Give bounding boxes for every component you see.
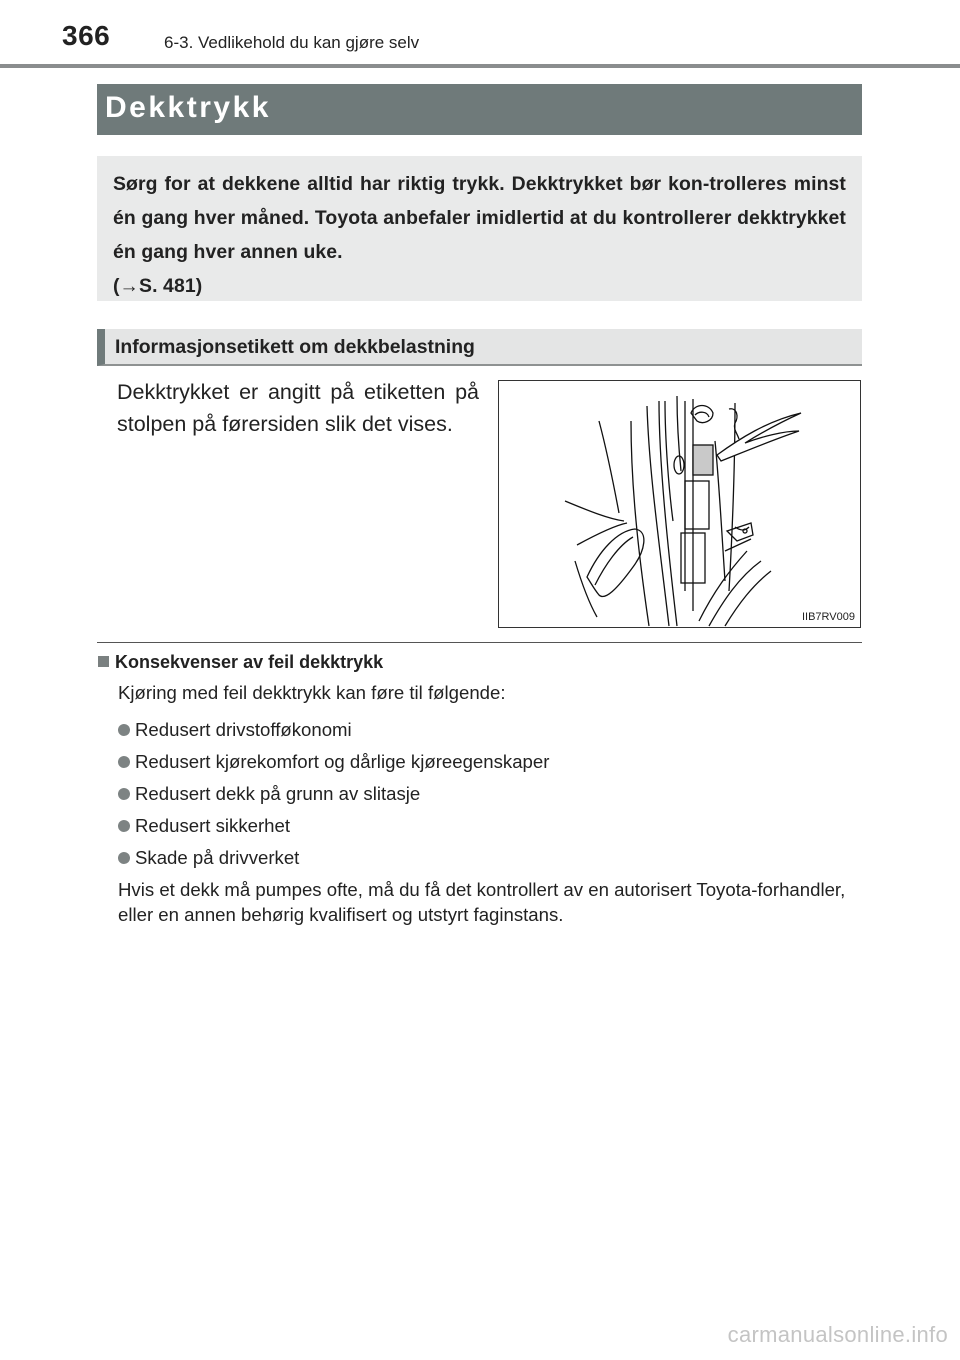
figure-tire-label-location bbox=[498, 380, 861, 628]
consequences-intro: Kjøring med feil dekktrykk kan føre til følgende: bbox=[118, 682, 506, 703]
figure-code: IIB7RV009 bbox=[801, 611, 855, 623]
list-item bbox=[118, 810, 858, 842]
bullet-dot-icon bbox=[118, 852, 130, 864]
subsection-heading: Informasjonsetikett om dekkbelastning bbox=[115, 336, 475, 358]
consequences-list bbox=[118, 714, 858, 874]
consequences-section bbox=[98, 652, 858, 927]
list-item bbox=[118, 842, 858, 874]
list-item-text: Redusert kjørekomfort og dårlige kjøreegenskaper bbox=[135, 751, 550, 772]
bullet-dot-icon bbox=[118, 756, 130, 768]
list-item-text: Redusert dekk på grunn av slitasje bbox=[135, 783, 421, 804]
list-item-text: Redusert drivstofføkonomi bbox=[135, 719, 352, 740]
title-bar bbox=[97, 84, 862, 135]
subsection-heading-bar bbox=[97, 329, 862, 366]
door-pillar-illustration bbox=[499, 381, 862, 629]
chapter-title: 6-3. Vedlikehold du kan gjøre selv bbox=[164, 33, 420, 52]
page-title: Dekktrykk bbox=[105, 91, 271, 124]
label-description: Dekktrykket er angitt på etiketten på stolpen på førersiden slik det vises. bbox=[117, 380, 479, 436]
consequences-closing: Hvis et dekk må pumpes ofte, må du få det kontrollert av en autorisert Toyota-forhandler, eller en annen behørig kvalifisert og utstyrt faginstans. bbox=[118, 879, 846, 925]
intro-text: Sørg for at dekkene alltid har riktig trykk. Dekktrykket bør kon-trolleres minst én gang hver måned. Toyota anbefaler imidlertid at du kontrollerer dekktrykket én gang hver annen uke. bbox=[113, 173, 846, 263]
list-item bbox=[118, 714, 858, 746]
header-rule bbox=[0, 64, 960, 68]
section-rule bbox=[97, 642, 862, 643]
watermark[interactable]: carmanualsonline.info bbox=[727, 1322, 948, 1347]
list-item-text: Redusert sikkerhet bbox=[135, 815, 291, 836]
list-item-text: Skade på drivverket bbox=[135, 847, 300, 868]
consequences-heading-text: Konsekvenser av feil dekktrykk bbox=[115, 652, 384, 672]
list-item bbox=[118, 746, 858, 778]
bullet-dot-icon bbox=[118, 788, 130, 800]
consequences-heading bbox=[98, 652, 858, 676]
intro-box bbox=[97, 156, 862, 301]
bullet-dot-icon bbox=[118, 724, 130, 736]
bullet-dot-icon bbox=[118, 820, 130, 832]
square-bullet-icon bbox=[98, 656, 109, 667]
list-item bbox=[118, 778, 858, 810]
page-number: 366 bbox=[62, 20, 111, 51]
intro-reference[interactable]: (→S. 481) bbox=[113, 275, 203, 297]
